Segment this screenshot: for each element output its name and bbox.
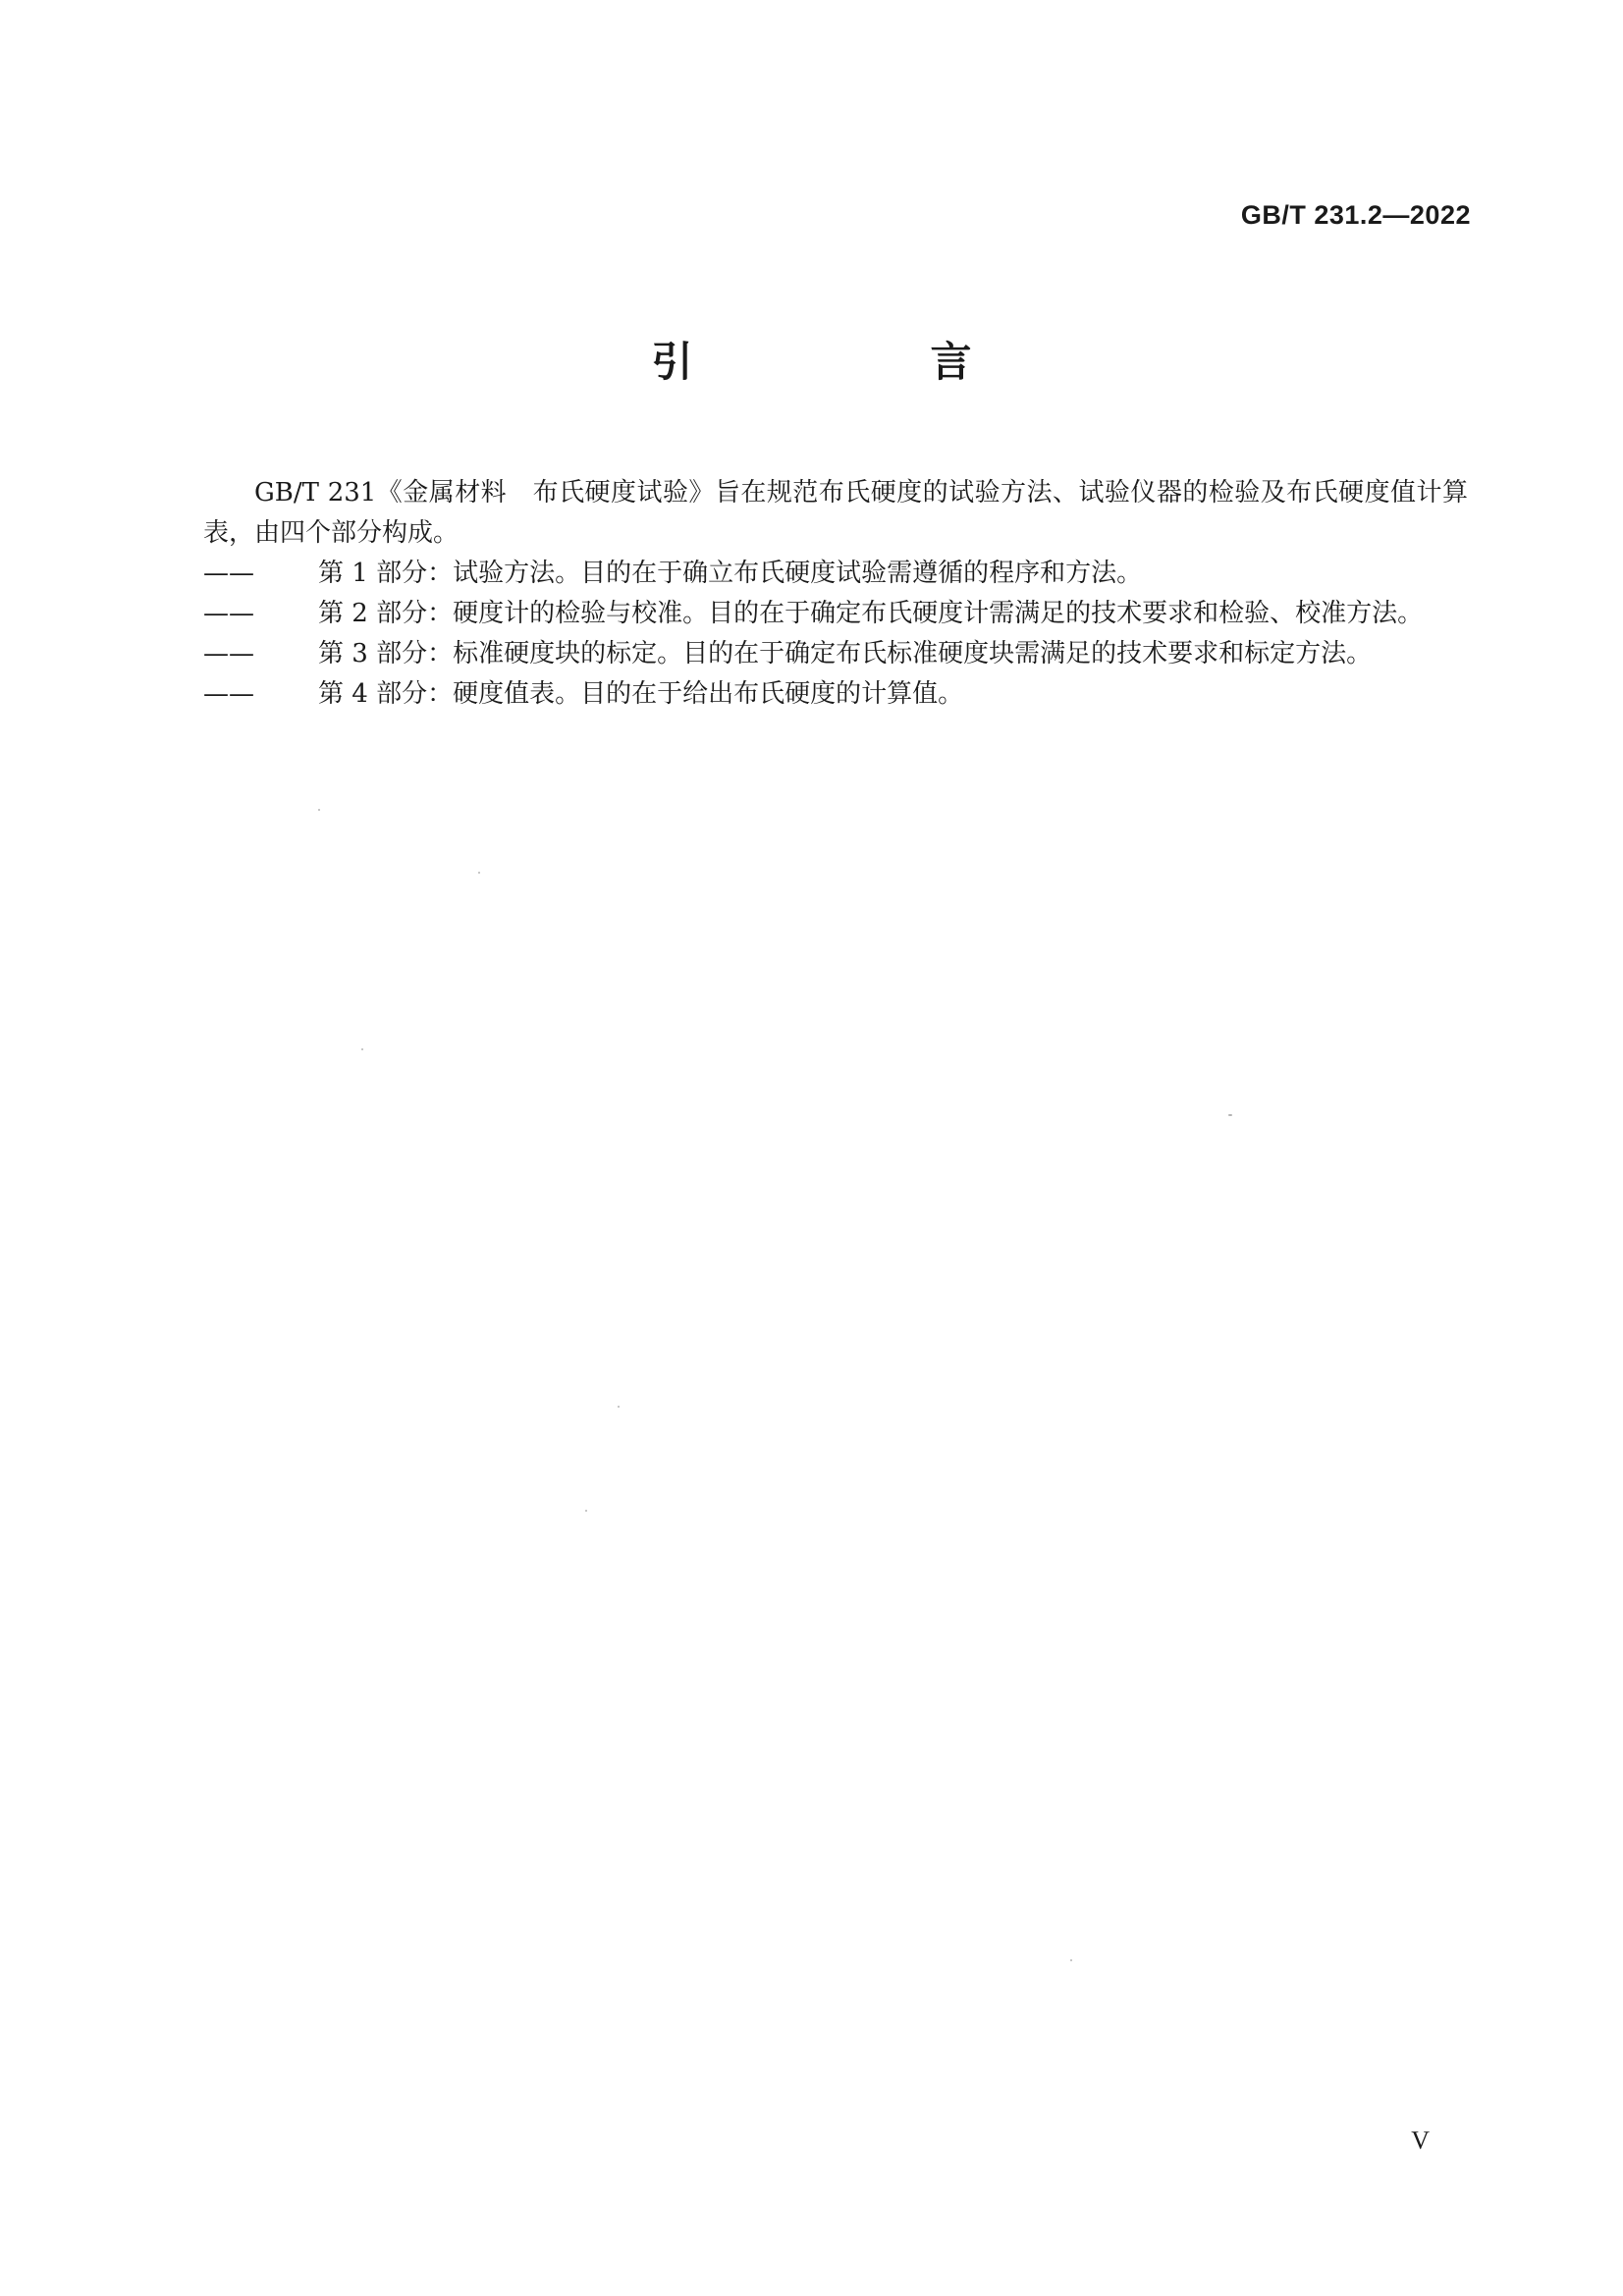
list-item-part-2 [203, 594, 1468, 634]
scan-speck [361, 1048, 363, 1050]
scan-speck [318, 809, 320, 811]
list-item-text: 第 1 部分：试验方法。目的在于确立布氏硬度试验需遵循的程序和方法。 [318, 559, 1143, 588]
intro-paragraph: GB/T 231《金属材料 布氏硬度试验》旨在规范布氏硬度的试验方法、试验仪器的检验及布氏硬度值计算表，由四个部分构成。 [203, 478, 1468, 548]
scan-speck [585, 1510, 587, 1512]
document-body [203, 473, 1468, 715]
list-item-text: 第 2 部分：硬度计的检验与校准。目的在于确定布氏硬度计需满足的技术要求和检验、校准方法。 [318, 599, 1424, 628]
list-item-part-1 [203, 554, 1468, 594]
scan-speck [1228, 1114, 1232, 1116]
page-number: V [1411, 2126, 1430, 2155]
list-dash: —— [203, 679, 254, 709]
scan-speck [618, 1406, 620, 1408]
list-item-text: 第 3 部分：标准硬度块的标定。目的在于确定布氏标准硬度块需满足的技术要求和标定方法。 [318, 639, 1373, 668]
scan-speck [478, 872, 480, 874]
list-item-part-3 [203, 634, 1468, 674]
list-dash: —— [203, 559, 254, 588]
standard-number: GB/T 231.2—2022 [1240, 200, 1471, 230]
list-item-part-4 [203, 674, 1468, 715]
page-title: 引 言 [651, 338, 1070, 386]
list-item-text: 第 4 部分：硬度值表。目的在于给出布氏硬度的计算值。 [318, 679, 964, 709]
list-dash: —— [203, 639, 254, 668]
scan-speck [1070, 1959, 1072, 1961]
list-dash: —— [203, 599, 254, 628]
